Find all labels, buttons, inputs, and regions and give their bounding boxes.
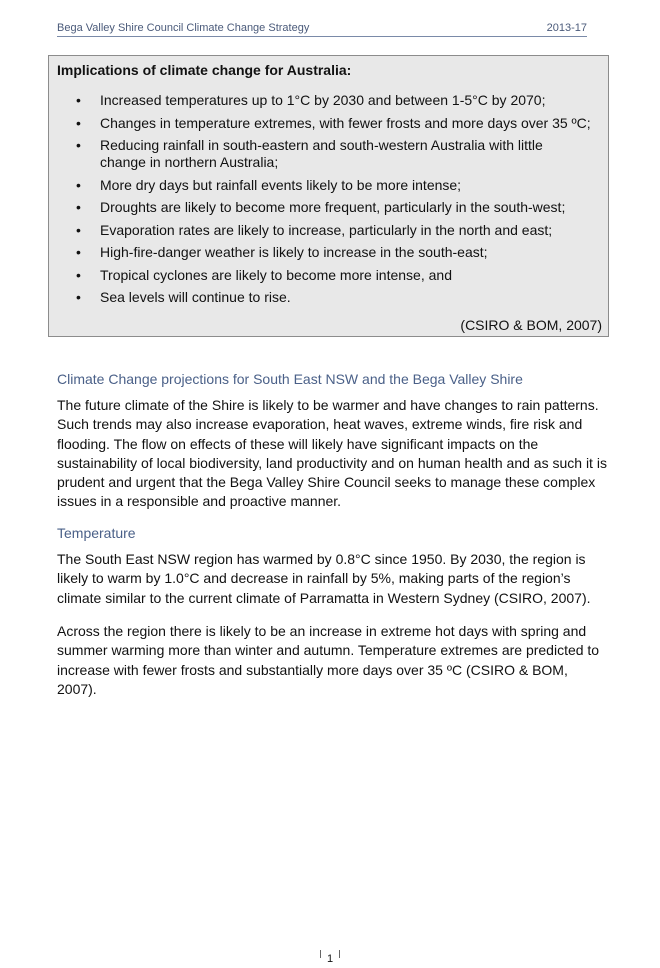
bullet-icon: • <box>76 176 81 193</box>
bullet-icon: • <box>76 289 81 305</box>
temperature-paragraph-2: Across the region there is likely to be an increase in extreme hot days with spring and summer warming more than winter and autumn. Temperature extremes are predicted to increase with fewer frosts and substantially more days over 35 ºC (CSIRO & BOM, 2007). <box>57 623 600 697</box>
bullet-icon: • <box>76 114 81 131</box>
list-item <box>49 244 610 261</box>
callout-title: Implications of climate change for Australia: <box>57 62 352 78</box>
list-item-text: Increased temperatures up to 1°C by 2030 and between 1-5°C by 2070; <box>100 92 546 108</box>
list-item-text: More dry days but rainfall events likely to be more intense; <box>100 176 462 193</box>
bullet-icon: • <box>76 244 81 260</box>
list-item-text: Evaporation rates are likely to increase, particularly in the north and east; <box>100 221 553 238</box>
implications-callout-box <box>48 55 609 337</box>
page-header <box>57 20 587 37</box>
list-item <box>49 177 610 194</box>
list-item <box>49 267 610 284</box>
page-number: 1 <box>320 950 340 958</box>
callout-citation: (CSIRO & BOM, 2007) <box>460 317 602 333</box>
projections-paragraph: The future climate of the Shire is likely to be warmer and have changes to rain patterns. Such trends may also increase evaporation, heat waves, extreme winds, fire risk and flooding. The flow on effects of these will likely have significant impacts on the sustainability of local biodiversity, land productivity and on human health and as such it is prudent and urgent that the Bega Valley Shire Council seeks to manage these complex issues in a responsible and proactive manner. <box>57 397 607 510</box>
list-item <box>49 115 610 132</box>
list-item <box>49 92 610 109</box>
list-item <box>49 222 610 239</box>
bullet-icon: • <box>76 266 81 283</box>
list-item-text: Changes in temperature extremes, with fewer frosts and more days over 35 ºC; <box>100 114 591 131</box>
temperature-paragraph-1: The South East NSW region has warmed by 0.8°C since 1950. By 2030, the region is likely to warm by 1.0°C and decrease in rainfall by 5%, making parts of the region’s climate similar to the current climate of Parramatta in Western Sydney (CSIRO, 2007). <box>57 551 591 606</box>
list-item-text: Droughts are likely to become more frequent, particularly in the south-west; <box>100 199 566 215</box>
bullet-icon: • <box>76 199 81 215</box>
document-years: 2013-17 <box>546 22 587 34</box>
section-heading-projections: Climate Change projections for South East NSW and the Bega Valley Shire <box>57 371 523 387</box>
list-item <box>49 289 610 306</box>
implications-list <box>49 92 610 312</box>
list-item-text: Tropical cyclones are likely to become more intense, and <box>100 266 452 283</box>
bullet-icon: • <box>76 92 81 108</box>
list-item-text: Sea levels will continue to rise. <box>100 289 291 305</box>
list-item <box>49 137 610 171</box>
list-item-text: Reducing rainfall in south-eastern and south-western Australia with little change in northern Australia; <box>100 137 543 170</box>
list-item-text: High-fire-danger weather is likely to increase in the south-east; <box>100 244 488 260</box>
bullet-icon: • <box>76 221 81 238</box>
list-item <box>49 199 610 216</box>
bullet-icon: • <box>76 137 81 153</box>
section-heading-temperature: Temperature <box>57 525 136 541</box>
document-title: Bega Valley Shire Council Climate Change Strategy <box>57 22 310 34</box>
